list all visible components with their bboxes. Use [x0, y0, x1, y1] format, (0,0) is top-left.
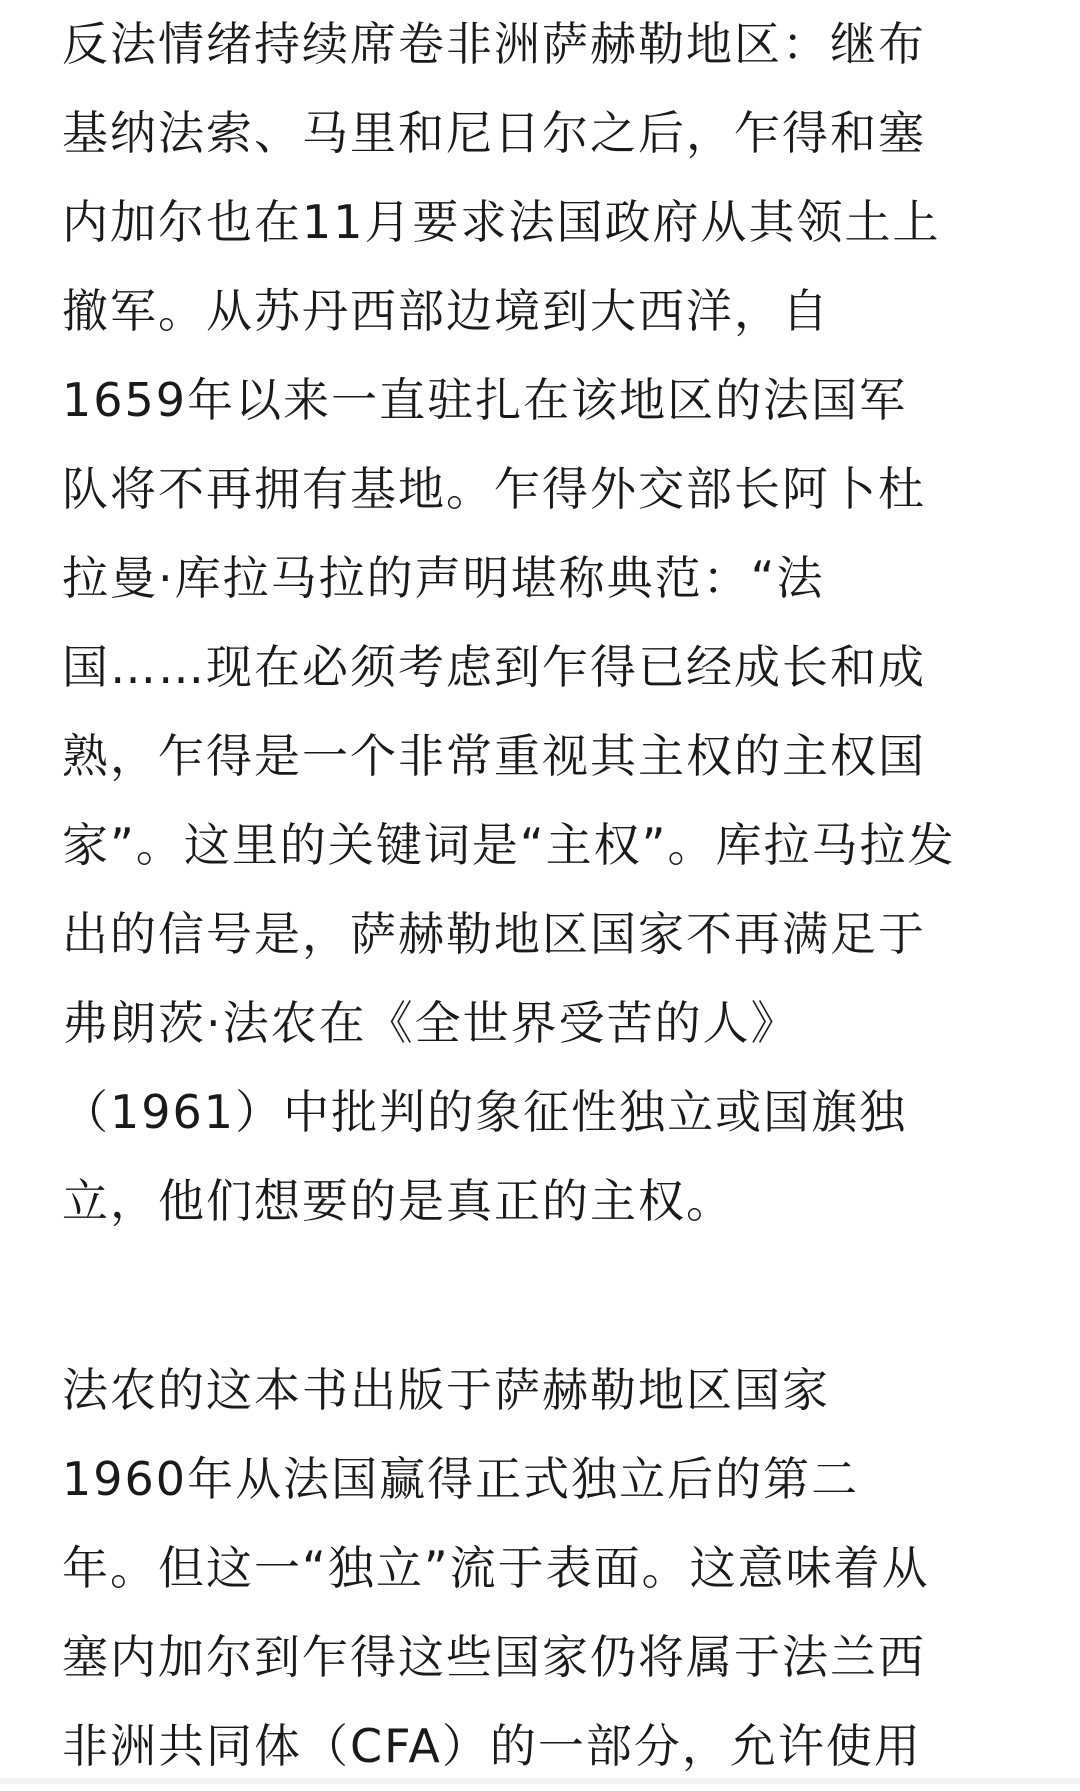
text-line: 内加尔也在11月要求法国政府从其领土上 — [62, 195, 941, 249]
text-line: 基纳法索、马里和尼日尔之后，乍得和塞 — [62, 106, 926, 160]
text-line: （1961）中批判的象征性独立或国旗独 — [62, 1085, 908, 1139]
text-line: 队将不再拥有基地。乍得外交部长阿卜杜 — [62, 462, 926, 516]
text-line: 撤军。从苏丹西部边境到大西洋，自 — [62, 284, 830, 338]
text-line: 1659年以来一直驻扎在该地区的法国军 — [62, 373, 908, 427]
text-line: 非洲共同体（CFA）的一部分，允许使用 — [62, 1719, 922, 1773]
text-line: 1960年从法国赢得正式独立后的第二 — [62, 1452, 860, 1506]
text-line: 立，他们想要的是真正的主权。 — [62, 1174, 734, 1228]
text-line: 出的信号是，萨赫勒地区国家不再满足于 — [62, 907, 926, 961]
text-line: 国……现在必须考虑到乍得已经成长和成 — [62, 640, 926, 694]
text-line: 年。但这一“独立”流于表面。这意味着从 — [62, 1541, 930, 1595]
text-line: 家”。这里的关键词是“主权”。库拉马拉发 — [62, 818, 956, 872]
text-line: 反法情绪持续席卷非洲萨赫勒地区：继布 — [62, 17, 926, 71]
paragraph-2 — [62, 1346, 930, 1791]
text-line: 塞内加尔到乍得这些国家仍将属于法兰西 — [62, 1630, 926, 1684]
bottom-divider — [0, 1778, 1080, 1784]
text-line: 弗朗茨·法农在《全世界受苦的人》 — [62, 996, 799, 1050]
text-line: 拉曼·库拉马拉的声明堪称典范：“法 — [62, 551, 825, 605]
paragraph-1 — [62, 0, 956, 1246]
text-line: 熟，乍得是一个非常重视其主权的主权国 — [62, 729, 926, 783]
text-line: 法农的这本书出版于萨赫勒地区国家 — [62, 1363, 830, 1417]
